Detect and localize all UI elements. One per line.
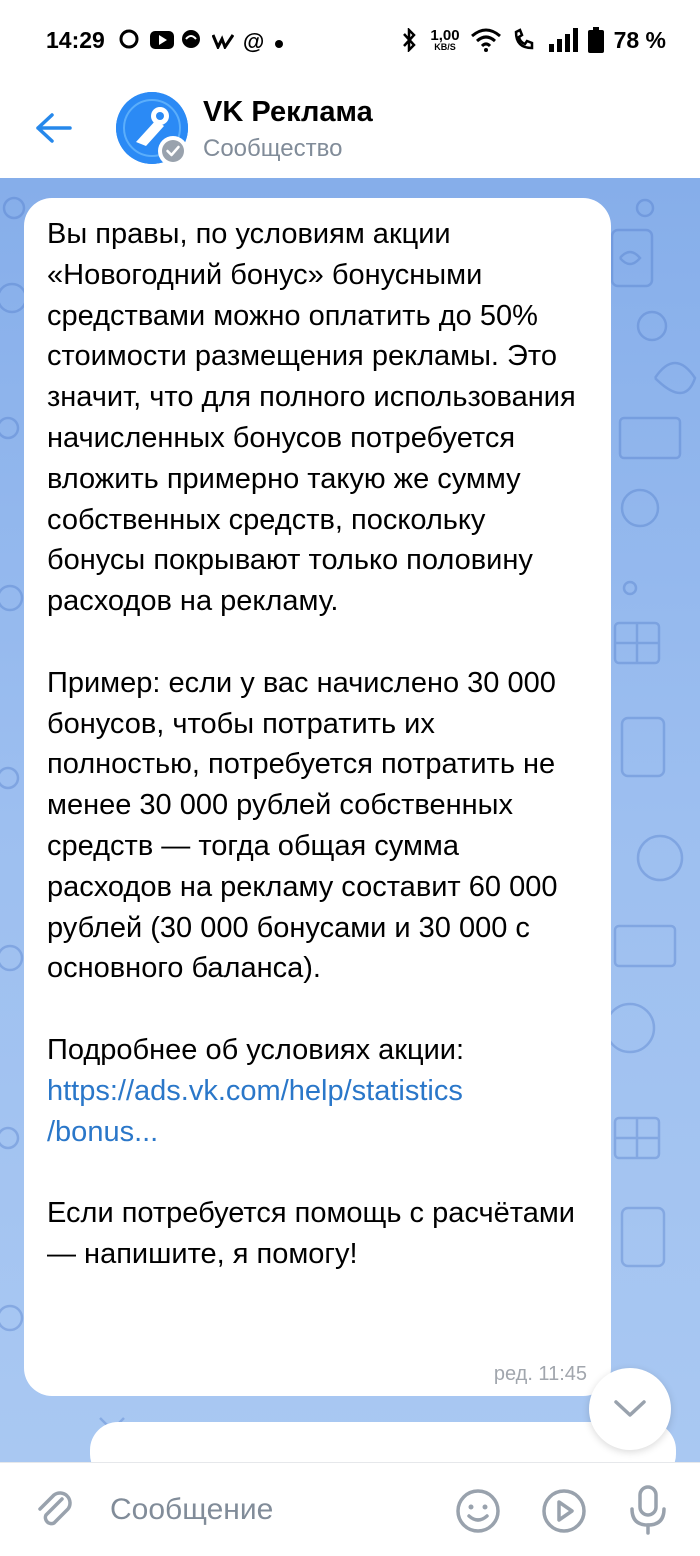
wifi-icon xyxy=(470,29,502,51)
chat-header xyxy=(0,80,700,178)
system-icons xyxy=(398,27,666,54)
scroll-down-button[interactable] xyxy=(589,1368,671,1450)
chat-subtitle: Сообщество xyxy=(203,135,343,162)
battery-percent: 78 % xyxy=(613,26,666,53)
message-paragraph-3-intro: Подробнее об условиях акции: xyxy=(47,1033,465,1066)
attach-button[interactable] xyxy=(32,1487,78,1533)
chat-area[interactable] xyxy=(0,178,700,1462)
message-paragraph-1: Вы правы, по условиям акции «Новогодний бонус» бонусными средствами можно оплатить до 50% стоимости размещения рекламы. Это значит, что для полного использования начисленных бонусов потребуется вложить примерно такую же сумму собственных средств, поскольку бонусы покрывают только половину расходов на рекламу. xyxy=(47,218,584,618)
net-speed-value: 1,00 xyxy=(430,27,460,44)
emoji-button[interactable] xyxy=(454,1487,502,1535)
youtube-icon xyxy=(150,29,172,51)
bluetooth-icon xyxy=(398,29,420,51)
chat-icon xyxy=(119,29,141,51)
net-speed-unit: KB/S xyxy=(434,42,456,52)
paperclip-icon xyxy=(32,1487,78,1533)
notification-icons xyxy=(119,29,296,54)
mic-button[interactable] xyxy=(624,1485,672,1535)
next-message-bubble[interactable] xyxy=(90,1422,676,1462)
chat-title: VK Реклама xyxy=(203,96,373,128)
arrow-left-icon xyxy=(34,112,74,144)
chat-title-block[interactable] xyxy=(203,96,373,163)
message-link-line-1: https://ads.vk.com/help/statistics xyxy=(47,1074,463,1107)
vk-icon xyxy=(212,29,234,51)
check-circle-icon xyxy=(161,139,185,163)
play-icon xyxy=(540,1487,588,1535)
message-bubble[interactable] xyxy=(24,198,611,1396)
net-speed xyxy=(430,28,459,52)
mic-icon xyxy=(624,1485,672,1535)
message-paragraph-4: Если потребуется помощь с расчётами — напишите, я помогу! xyxy=(47,1197,584,1270)
call-icon xyxy=(512,29,538,51)
message-composer xyxy=(0,1462,700,1556)
signal-icon xyxy=(548,29,578,51)
message-timestamp: ред. 11:45 xyxy=(493,1363,587,1385)
emoji-icon xyxy=(454,1487,502,1535)
message-link-line-2: /bonus... xyxy=(47,1115,159,1148)
at-icon: @ xyxy=(242,29,265,54)
play-button[interactable] xyxy=(540,1487,588,1535)
status-bar xyxy=(0,0,700,80)
verified-badge xyxy=(158,136,188,166)
mail-icon xyxy=(181,29,203,51)
status-time: 14:29 xyxy=(46,26,105,53)
message-text xyxy=(47,214,589,1275)
dot-icon xyxy=(274,29,296,51)
message-paragraph-2: Пример: если у вас начислено 30 000 бонусов, чтобы потратить их полностью, потребуется потратить не менее 30 000 рублей собственных средств — тогда общая сумма расходов на рекламу составит 60 000 рублей (30 000 бонусами и 30 000 с основного баланса). xyxy=(47,666,566,985)
battery-icon xyxy=(588,29,604,51)
back-button[interactable] xyxy=(30,104,78,152)
message-input[interactable] xyxy=(110,1485,430,1535)
chevron-down-icon xyxy=(613,1399,647,1419)
message-link[interactable] xyxy=(47,1075,463,1148)
